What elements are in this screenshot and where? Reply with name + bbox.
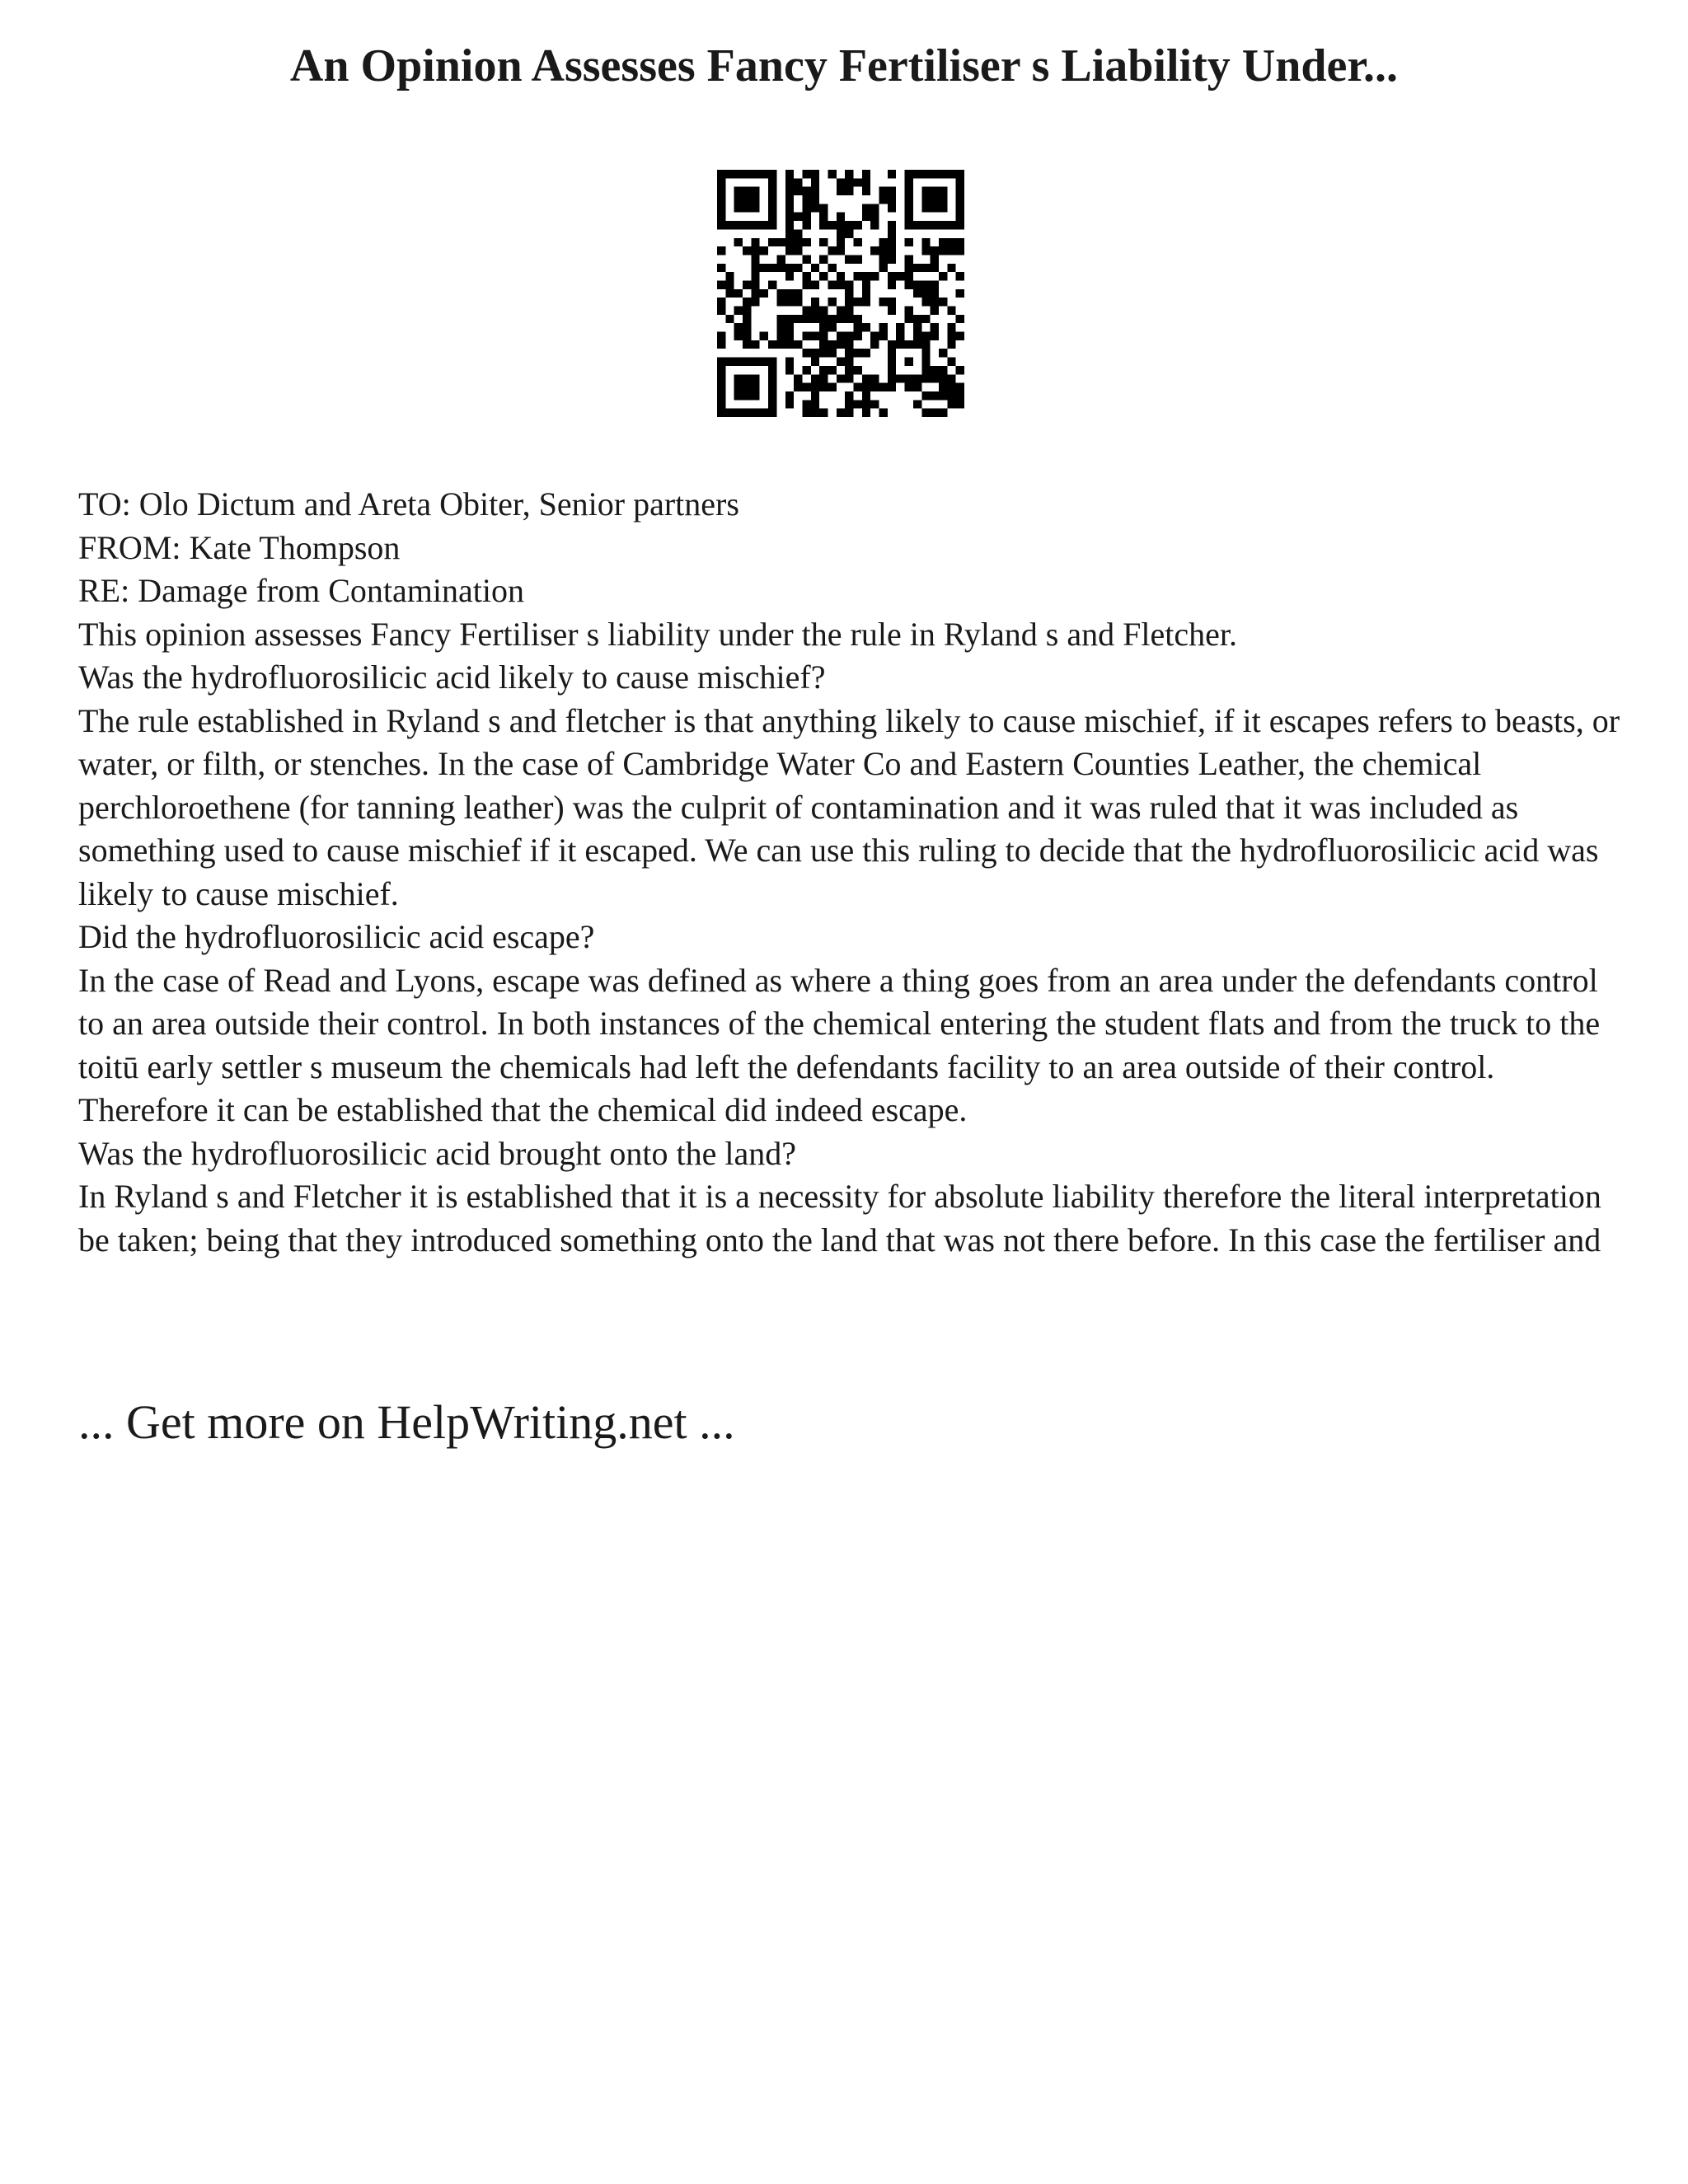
question-heading-escape: Did the hydrofluorosilicic acid escape? <box>78 918 595 955</box>
intro-paragraph: This opinion assesses Fancy Fertiliser s liability under the rule in Ryland s and Fletcher. <box>78 615 1237 653</box>
page-title: An Opinion Assesses Fancy Fertiliser s Liability Under... <box>289 40 1399 91</box>
document-body <box>78 483 1628 1262</box>
question-heading-mischief: Was the hydrofluorosilicic acid likely to cause mischief? <box>78 658 826 696</box>
memo-re-line: RE: Damage from Contamination <box>78 572 524 609</box>
qr-code-icon <box>717 170 964 417</box>
paragraph-escape: In the case of Read and Lyons, escape was defined as where a thing goes from an area under the defendants control to an area outside their control. In both instances of the chemical entering the student flats and from the truck to the toitū early settler s museum the chemicals had left the defendants facility to an area outside of their control. Therefore it can be established that the chemical did indeed escape. <box>78 961 1601 1128</box>
memo-to-line: TO: Olo Dictum and Areta Obiter, Senior partners <box>78 485 739 523</box>
paragraph-land: In Ryland s and Fletcher it is established that it is a necessity for absolute liability therefore the literal interpretation be taken; being that they introduced something onto the land that was not there before. In this case the fertiliser and <box>78 1178 1601 1258</box>
paragraph-mischief: The rule established in Ryland s and fletcher is that anything likely to cause mischief, if it escapes refers to beasts, or water, or filth, or stenches. In the case of Cambridge Water Co and Eastern Counties Leather, the chemical perchloroethene (for tanning leather) was the culprit of contamination and it was ruled that it was included as something used to cause mischief if it escaped. We can use this ruling to decide that the hydrofluorosilicic acid was likely to cause mischief. <box>78 701 1620 912</box>
question-heading-land: Was the hydrofluorosilicic acid brought onto the land? <box>78 1134 796 1172</box>
get-more-link[interactable]: ... Get more on HelpWriting.net ... <box>78 1395 735 1449</box>
memo-from-line: FROM: Kate Thompson <box>78 528 401 566</box>
